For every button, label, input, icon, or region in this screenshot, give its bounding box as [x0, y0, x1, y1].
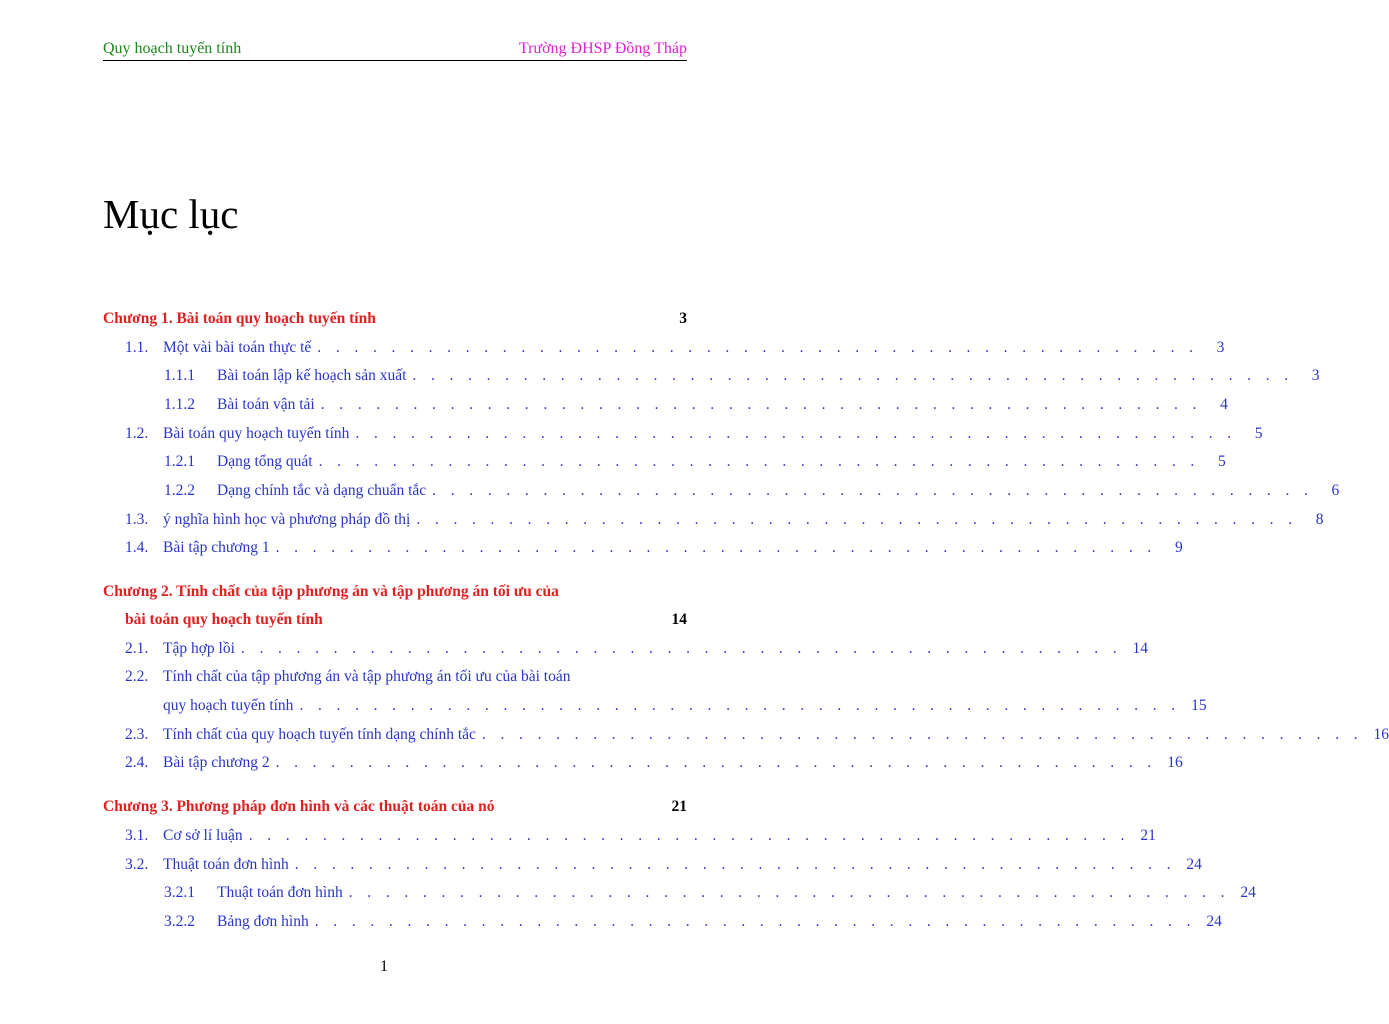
toc-section-number: 3.1. [125, 827, 149, 844]
page-number-footer: 1 [380, 958, 388, 975]
toc-leader-dots: . . . . . . . . . . . . . . . . . . . . . . . . . . . . . . . . . . . . . . . . . . . . . . . . [299, 697, 1181, 714]
toc-entry-label: Bài tập chương 2 [163, 754, 270, 771]
toc-page-number: 24 [1186, 856, 1202, 873]
toc-section-number: 2.3. [125, 726, 149, 743]
toc-section-3-1[interactable] [103, 824, 1156, 848]
toc-section-number: 1.4. [125, 539, 149, 556]
toc-entry-label: Cơ sở lí luận [163, 827, 243, 844]
toc-section-number: 3.2.2 [164, 913, 195, 930]
toc-leader-dots: . . . . . . . . . . . . . . . . . . . . . . . . . . . . . . . . . . . . . . . . . . . . . . . . [432, 482, 1314, 499]
toc-entry-label: Bài toán quy hoạch tuyến tính [163, 425, 350, 442]
toc-subsection-3-2-2[interactable] [103, 910, 1222, 934]
toc-section-number: 1.3. [125, 511, 149, 528]
toc-section-2-1[interactable] [103, 637, 1149, 661]
toc-leader-dots: . . . . . . . . . . . . . . . . . . . . . . . . . . . . . . . . . . . . . . . . . . . . . . . . [317, 339, 1199, 356]
toc-leader-dots: . . . . . . . . . . . . . . . . . . . . . . . . . . . . . . . . . . . . . . . . . . . . . . . . [294, 856, 1176, 873]
toc-chapter-1[interactable] [103, 307, 687, 331]
header-title: Quy hoạch tuyến tính [103, 40, 242, 57]
toc-page-number: 21 [671, 798, 687, 815]
toc-entry-label: Một vài bài toán thực tế [163, 339, 312, 356]
toc-entry-label: Tính chất của tập phương án và tập phương án tối ưu của bài toán [163, 668, 571, 685]
toc-entry-label: Chương 2. Tính chất của tập phương án và tập phương án tối ưu của [103, 583, 559, 600]
toc-section-number: 3.2.1 [164, 884, 195, 901]
toc-entry-label: Dạng tổng quát [217, 453, 313, 470]
toc-entry-label: Chương 3. Phương pháp đơn hình và các thuật toán của nó [103, 798, 495, 815]
toc-entry-label: quy hoạch tuyến tính [163, 697, 294, 714]
toc-section-number: 1.1.2 [164, 396, 195, 413]
header-institution: Trường ĐHSP Đồng Tháp [518, 40, 687, 57]
toc-entry-label: Thuật toán đơn hình [217, 884, 343, 901]
toc-page-number: 3 [1311, 367, 1320, 384]
toc-leader-dots: . . . . . . . . . . . . . . . . . . . . . . . . . . . . . . . . . . . . . . . . . . . . . . . . [355, 425, 1237, 442]
page-title: Mục lục [103, 191, 239, 237]
toc-section-1-1[interactable] [103, 336, 1225, 360]
toc-page-number: 5 [1254, 425, 1263, 442]
running-header [103, 38, 687, 61]
toc-chapter-3[interactable] [103, 795, 687, 819]
toc-entry-label: Chương 1. Bài toán quy hoạch tuyến tính [103, 310, 376, 327]
toc-subsection-1-1-2[interactable] [103, 393, 1228, 417]
toc-entry-label: Bài toán vận tải [217, 396, 315, 413]
toc-section-number: 1.1.1 [164, 367, 195, 384]
toc-page-number: 15 [1191, 697, 1207, 714]
toc-section-2-2-continued[interactable] [103, 694, 1207, 718]
toc-leader-dots: . . . . . . . . . . . . . . . . . . . . . . . . . . . . . . . . . . . . . . . . . . . . . . . . [248, 827, 1130, 844]
toc-section-1-4[interactable] [103, 536, 1183, 560]
toc-section-number: 2.4. [125, 754, 149, 771]
toc-leader-dots: . . . . . . . . . . . . . . . . . . . . . . . . . . . . . . . . . . . . . . . . . . . . . . . . [320, 396, 1202, 413]
toc-section-3-2[interactable] [103, 853, 1202, 877]
toc-page-number: 5 [1217, 453, 1226, 470]
toc-page-number: 24 [1206, 913, 1222, 930]
toc-subsection-1-1-1[interactable] [103, 364, 1320, 388]
toc-leader-dots: . . . . . . . . . . . . . . . . . . . . . . . . . . . . . . . . . . . . . . . . . . . . . . . . [481, 726, 1364, 743]
toc-leader-dots: . . . . . . . . . . . . . . . . . . . . . . . . . . . . . . . . . . . . . . . . . . . . . . . . [275, 539, 1157, 556]
toc-page-number: 6 [1331, 482, 1340, 499]
toc-section-number: 1.2.1 [164, 453, 195, 470]
toc-section-number: 2.2. [125, 668, 149, 685]
toc-page-number: 16 [1167, 754, 1183, 771]
toc-entry-label: Dạng chính tắc và dạng chuẩn tắc [217, 482, 427, 499]
toc-page-number: 21 [1140, 827, 1156, 844]
toc-leader-dots: . . . . . . . . . . . . . . . . . . . . . . . . . . . . . . . . . . . . . . . . . . . . . . . . [416, 511, 1298, 528]
toc-page-number: 8 [1315, 511, 1324, 528]
toc-section-1-3[interactable] [103, 508, 1324, 532]
toc-page-number: 9 [1174, 539, 1183, 556]
toc-page-number: 14 [1132, 640, 1149, 657]
toc-section-number: 1.2. [125, 425, 149, 442]
toc-entry-label: Bài tập chương 1 [163, 539, 270, 556]
toc-section-2-3[interactable] [103, 723, 1389, 747]
toc-page-number: 3 [679, 310, 687, 327]
toc-section-number: 3.2. [125, 856, 149, 873]
toc-entry-label: Tính chất của quy hoạch tuyến tính dạng chính tắc [163, 726, 476, 743]
toc-subsection-1-2-1[interactable] [103, 450, 1226, 474]
toc-leader-dots: . . . . . . . . . . . . . . . . . . . . . . . . . . . . . . . . . . . . . . . . . . . . . . . . [275, 754, 1157, 771]
toc-leader-dots: . . . . . . . . . . . . . . . . . . . . . . . . . . . . . . . . . . . . . . . . . . . . . . . . [314, 913, 1196, 930]
toc-section-number: 2.1. [125, 640, 149, 657]
toc-leader-dots: . . . . . . . . . . . . . . . . . . . . . . . . . . . . . . . . . . . . . . . . . . . . . . . . [348, 884, 1230, 901]
toc-entry-label: Tập hợp lồi [163, 640, 235, 657]
toc-leader-dots: . . . . . . . . . . . . . . . . . . . . . . . . . . . . . . . . . . . . . . . . . . . . . . . . [240, 640, 1123, 657]
toc-page-number: 16 [1373, 726, 1389, 743]
toc-leader-dots: . . . . . . . . . . . . . . . . . . . . . . . . . . . . . . . . . . . . . . . . . . . . . . . . [412, 367, 1294, 384]
toc-section-number: 1.1. [125, 339, 149, 356]
toc-leader-dots: . . . . . . . . . . . . . . . . . . . . . . . . . . . . . . . . . . . . . . . . . . . . . . . . [318, 453, 1200, 470]
toc-chapter-2[interactable] [103, 580, 687, 604]
toc-subsection-3-2-1[interactable] [103, 881, 1256, 905]
toc-subsection-1-2-2[interactable] [103, 479, 1340, 503]
toc-page-number: 24 [1240, 884, 1256, 901]
toc-entry-label: Bài toán lập kế hoạch sản xuất [217, 367, 407, 384]
toc-section-2-4[interactable] [103, 751, 1183, 775]
toc-section-1-2[interactable] [103, 422, 1263, 446]
toc-chapter-2-continued[interactable] [103, 608, 687, 632]
toc-section-number: 1.2.2 [164, 482, 195, 499]
toc-entry-label: ý nghĩa hình học và phương pháp đồ thị [163, 511, 411, 528]
toc-entry-label: Bảng đơn hình [217, 913, 309, 930]
toc-entry-label: Thuật toán đơn hình [163, 856, 289, 873]
toc-entry-label: bài toán quy hoạch tuyến tính [125, 611, 323, 628]
toc-page-number: 4 [1220, 396, 1228, 413]
toc-page-number: 14 [671, 611, 687, 628]
toc-page-number: 3 [1216, 339, 1225, 356]
toc-section-2-2[interactable] [103, 665, 687, 689]
